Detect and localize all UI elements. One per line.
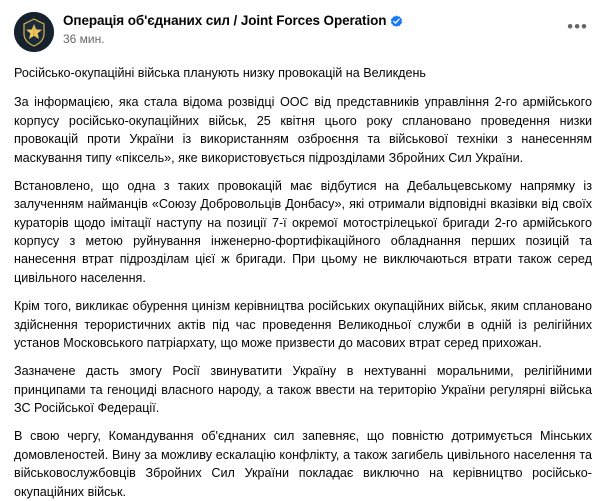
post-timestamp[interactable]: 36 мин. xyxy=(63,32,105,46)
post-paragraph: Зазначене дасть змогу Росії звинуватити Україну в нехтуванні моральними, релігійними принципами та геноциді власного народу, а також ввести на територію України регулярні війська ЗС Російської Федерації. xyxy=(14,364,592,415)
post-author-block xyxy=(63,12,403,46)
page-name[interactable]: Операція об'єднаних сил / Joint Forces Operation xyxy=(63,13,387,28)
post-paragraph: Крім того, викликає обурення цинізм керівництва російських окупаційних військ, яким сплановано здійснення терористичних актів під час проведення Великодньої служби в одній із релігійних установ Московського патріархату, що може призвести до масових втрат серед прихожан. xyxy=(14,299,592,350)
more-options-icon[interactable]: ••• xyxy=(567,17,588,36)
post-body xyxy=(14,56,592,501)
post-paragraph: В свою чергу, Командування об'єднаних сил запевняє, що повністю дотримується Мінських домовленостей. Вину за можливу ескалацію конфлікту, а також загибель цивільного населення та військовослужбовців Збройних Сил України покладає виключно на керівництво російсько-окупаційних військ. xyxy=(14,429,592,499)
post-paragraph: Російсько-окупаційні війська планують низку провокацій на Великдень xyxy=(14,66,426,80)
post-paragraph: Встановлено, що одна з таких провокацій має відбутися на Дебальцевському напрямку із залученням найманців «Союзу Добровольців Донбасу», які отримали відповідні вказівки від своїх кураторів щодо імітації наступу на позиції 7-ї окремої мотострілецької бригади 2-го армійського корпусу з метою руйнування інженерно-фортифікаційного обладнання перших позицій та нанесення втрат підрозділам цієї ж бригади. При цьому не виключаються втрати також серед цивільного населення. xyxy=(14,178,592,285)
military-emblem-icon xyxy=(14,12,54,52)
page-name-row xyxy=(63,13,403,29)
post-header xyxy=(14,12,592,56)
post-meta-row xyxy=(63,32,403,46)
verified-badge-icon xyxy=(390,15,403,28)
avatar[interactable] xyxy=(14,12,54,52)
post-paragraph: За інформацією, яка стала відома розвідці ООС від представників управління 2-го армійського корпусу російсько-окупаційних військ, 25 квітня цього року сплановано проведення низки провокацій проти України із використанням озброєння та військової техніки з нанесенням маскування типу «піксель», яке використовується підрозділами Збройних Сил України. xyxy=(14,95,592,165)
